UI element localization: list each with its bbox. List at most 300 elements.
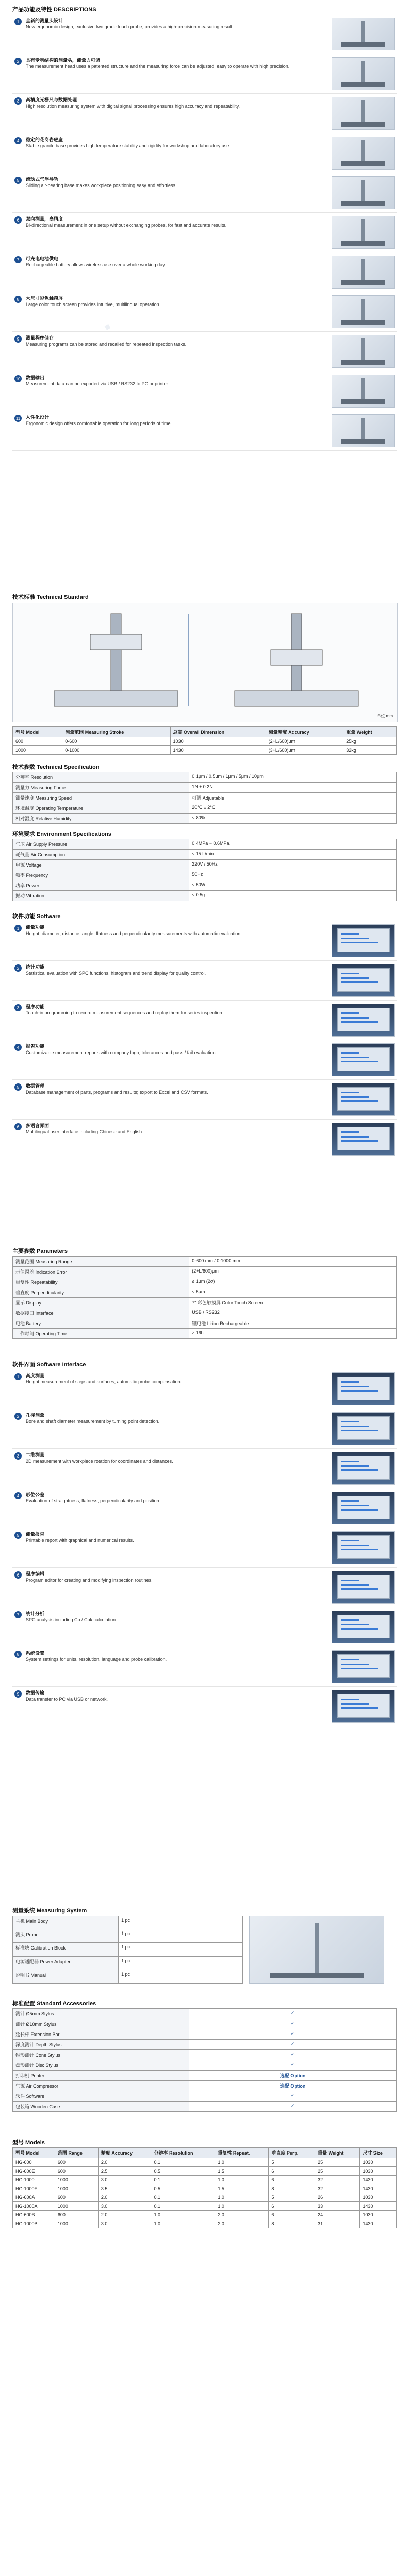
system-table — [12, 1916, 243, 1984]
item-title: 孔径测量 — [26, 1413, 45, 1418]
item-number: 6 — [14, 1571, 22, 1579]
screen-line — [341, 1628, 378, 1630]
row-label: 测量力 Measuring Force — [13, 783, 189, 793]
photo-base — [341, 280, 385, 285]
screen-window — [337, 1654, 390, 1677]
list-item — [12, 1528, 397, 1568]
list-item — [12, 292, 397, 332]
models-table — [12, 2147, 397, 2228]
item-number: 1 — [14, 18, 22, 25]
param-table — [12, 1256, 397, 1339]
table-cell: 1000 — [13, 746, 62, 755]
screen-line — [341, 1052, 359, 1054]
item-title: 高精度光栅尺与数据处理 — [26, 97, 77, 103]
item-title: 人性化设计 — [26, 415, 50, 420]
table-cell: 1430 — [170, 746, 266, 755]
product-photo — [332, 335, 395, 368]
row-value: 选配 Option — [189, 2071, 397, 2081]
item-text — [26, 1531, 328, 1544]
list-item — [12, 173, 397, 213]
table-row — [13, 2102, 397, 2112]
table-row — [13, 2081, 397, 2091]
item-text — [26, 18, 328, 30]
table-row — [13, 1298, 397, 1308]
item-description: 2D measurement with workpiece rotation for coordinates and distances. — [26, 1459, 173, 1464]
table-cell: 5 — [269, 2158, 315, 2167]
item-description: Statistical evaluation with SPC functions, histogram and trend display for quality control. — [26, 971, 206, 976]
table-cell: 32kg — [343, 746, 397, 755]
row-label: 锥形测针 Cone Stylus — [13, 2050, 189, 2060]
row-label: 振动 Vibration — [13, 891, 189, 901]
screenshot-image — [332, 1123, 395, 1156]
photo-base — [341, 439, 385, 444]
screen-window — [337, 1615, 390, 1638]
column-header: 总高 Overall Dimension — [170, 727, 266, 737]
row-value: USB / RS232 — [189, 1308, 397, 1318]
row-value: 0.1μm / 0.5μm / 1μm / 5μm / 10μm — [189, 772, 397, 783]
item-title: 统计分析 — [26, 1611, 45, 1616]
list-item — [12, 1409, 397, 1449]
item-number: 1 — [14, 1373, 22, 1380]
table-row — [13, 1943, 243, 1956]
item-title: 稳定的花岗岩底座 — [26, 137, 63, 142]
table-cell: 25 — [315, 2167, 360, 2176]
screen-line — [341, 1500, 359, 1502]
item-text — [26, 414, 328, 427]
feature-list — [12, 14, 397, 451]
item-title: 多语言界面 — [26, 1123, 50, 1128]
table-cell: 2.0 — [215, 2219, 269, 2228]
table-row — [13, 2019, 397, 2029]
list-item — [12, 1080, 397, 1120]
row-value: ✓ — [189, 2029, 397, 2040]
screenshot-image — [332, 1571, 395, 1604]
item-text — [26, 256, 328, 268]
item-text — [26, 1571, 328, 1583]
item-description: Data transfer to PC via USB or network. — [26, 1697, 108, 1702]
item-title: 二维测量 — [26, 1452, 45, 1458]
column-header: 重复性 Repeat. — [215, 2148, 269, 2158]
screen-line — [341, 1545, 369, 1546]
table-row — [13, 803, 397, 814]
row-label: 相对湿度 Relative Humidity — [13, 814, 189, 824]
screen-line — [341, 1584, 369, 1586]
item-text — [26, 1611, 328, 1623]
row-value: ✓ — [189, 2019, 397, 2029]
item-description: Multilingual user interface including Chinese and English. — [26, 1129, 143, 1134]
intro-heading: 产品功能及特性 DESCRIPTIONS — [12, 7, 96, 13]
list-item — [12, 1647, 397, 1687]
item-text — [26, 964, 328, 976]
item-title: 报告功能 — [26, 1044, 45, 1049]
table-row — [13, 2009, 397, 2019]
item-text — [26, 295, 328, 308]
row-value: 1 pc — [119, 1929, 243, 1943]
row-label: 重复性 Repeatability — [13, 1277, 189, 1287]
screenshot-image — [332, 1531, 395, 1564]
screenshot-image — [332, 1650, 395, 1683]
spec-table — [12, 772, 397, 824]
table-row — [13, 772, 397, 783]
table-cell: 6 — [269, 2202, 315, 2211]
screen-line — [341, 973, 359, 974]
list-item — [12, 1120, 397, 1159]
row-label: 测量速度 Measuring Speed — [13, 793, 189, 803]
table-row — [13, 1329, 397, 1339]
photo-base — [341, 42, 385, 47]
table-cell: 6 — [269, 2167, 315, 2176]
table-row — [13, 1916, 243, 1929]
row-label: 显示 Display — [13, 1298, 189, 1308]
table-row — [13, 2184, 397, 2193]
row-label: 分辨率 Resolution — [13, 772, 189, 783]
table-row — [13, 783, 397, 793]
table-cell: 25 — [315, 2158, 360, 2167]
list-item — [12, 371, 397, 411]
table-row — [13, 1308, 397, 1318]
item-number: 4 — [14, 1044, 22, 1051]
screen-line — [341, 1588, 378, 1590]
table-row — [13, 2040, 397, 2050]
table-row — [13, 814, 397, 824]
item-description: System settings for units, resolution, language and probe calibration. — [26, 1657, 167, 1662]
photo-base — [341, 122, 385, 127]
list-item — [12, 1607, 397, 1647]
item-description: Program editor for creating and modifying inspection routines. — [26, 1578, 153, 1583]
table-row — [13, 839, 397, 850]
row-label: 软件 Software — [13, 2091, 189, 2102]
item-text — [26, 1043, 328, 1056]
row-label: 测量范围 Measuring Range — [13, 1257, 189, 1267]
item-number: 7 — [14, 256, 22, 263]
table-row — [13, 891, 397, 901]
row-value: ✓ — [189, 2040, 397, 2050]
table-cell: 1.0 — [151, 2219, 215, 2228]
table-row — [13, 1287, 397, 1298]
software-heading: 软件界面 Software Interface — [12, 1362, 86, 1368]
table-cell: 2.0 — [98, 2158, 151, 2167]
table-cell: HG-1000E — [13, 2184, 55, 2193]
row-value: 0-600 mm / 0-1000 mm — [189, 1257, 397, 1267]
screen-line — [341, 1469, 378, 1471]
row-label: 电源 Voltage — [13, 860, 189, 870]
table-row — [13, 2050, 397, 2060]
table-cell: 1000 — [55, 2176, 98, 2184]
row-label: 打印机 Printer — [13, 2071, 189, 2081]
row-value: 1 pc — [119, 1956, 243, 1970]
screen-line — [341, 1386, 369, 1387]
row-label: 功率 Power — [13, 880, 189, 891]
row-value: ✓ — [189, 2091, 397, 2102]
row-value: 锂电池 Li-ion Rechargeable — [189, 1318, 397, 1329]
screen-window — [337, 1456, 390, 1479]
screenshot-image — [332, 964, 395, 997]
table-cell: 1430 — [360, 2176, 397, 2184]
screen-line — [341, 1092, 359, 1093]
system-heading: 测量系统 Measuring System — [12, 1908, 87, 1914]
item-description: Stable granite base provides high temperature stability and rigidity for workshop and laboratory use. — [26, 143, 231, 148]
table-row — [13, 2176, 397, 2184]
table-cell: 1.0 — [215, 2202, 269, 2211]
row-label: 数据接口 Interface — [13, 1308, 189, 1318]
item-title: 数据管理 — [26, 1083, 45, 1089]
table-row — [13, 870, 397, 880]
table-cell: 0.5 — [151, 2184, 215, 2193]
item-text — [26, 1083, 328, 1095]
table-cell: 600 — [55, 2158, 98, 2167]
item-text — [26, 216, 328, 228]
column-header: 型号 Model — [13, 727, 62, 737]
models-heading: 型号 Models — [12, 2140, 45, 2146]
row-value: 1 pc — [119, 1916, 243, 1929]
table-cell: 1.0 — [215, 2158, 269, 2167]
table-row — [13, 2029, 397, 2040]
column-header: 测量精度 Accuracy — [266, 727, 343, 737]
row-value: 50Hz — [189, 870, 397, 880]
table-cell: 3.0 — [98, 2219, 151, 2228]
photo-base — [341, 201, 385, 206]
table-cell: 0-600 — [62, 737, 170, 746]
standard-table — [12, 726, 397, 755]
list-item — [12, 1040, 397, 1080]
row-label: 盘形测针 Disc Stylus — [13, 2060, 189, 2071]
table-row — [13, 880, 397, 891]
item-text — [26, 1412, 328, 1425]
screen-window — [337, 1575, 390, 1598]
table-cell: 600 — [13, 737, 62, 746]
table-cell: 600 — [55, 2193, 98, 2202]
item-number: 2 — [14, 964, 22, 972]
row-label: 环境温度 Operating Temperature — [13, 803, 189, 814]
screen-line — [341, 1540, 359, 1541]
table-cell: (2+L/600)μm — [266, 737, 343, 746]
env-table — [12, 839, 397, 901]
table-cell: 1000 — [55, 2202, 98, 2211]
list-item — [12, 1568, 397, 1607]
table-row — [13, 1267, 397, 1277]
screen-line — [341, 1426, 369, 1427]
spec-table-wrap — [12, 772, 397, 824]
item-text — [26, 1690, 328, 1702]
table-row — [13, 2071, 397, 2081]
screen-line — [341, 1461, 359, 1462]
table-cell: 2.0 — [215, 2211, 269, 2219]
row-value: 220V / 50Hz — [189, 860, 397, 870]
table-row — [13, 2158, 397, 2167]
table-cell: 1430 — [360, 2219, 397, 2228]
product-photo — [332, 295, 395, 328]
item-description: Bore and shaft diameter measurement by turning point detection. — [26, 1419, 160, 1424]
item-title: 大尺寸彩色触摸屏 — [26, 296, 63, 301]
table-row — [13, 850, 397, 860]
screen-window — [337, 1127, 390, 1150]
models-table-wrap — [12, 2147, 397, 2228]
table-cell: 5 — [269, 2193, 315, 2202]
table-cell: 1000 — [55, 2219, 98, 2228]
list-item — [12, 961, 397, 1001]
item-number: 3 — [14, 1452, 22, 1460]
row-value: ✓ — [189, 2060, 397, 2071]
table-row — [13, 746, 397, 755]
row-label: 标准块 Calibration Block — [13, 1943, 119, 1956]
item-title: 高度测量 — [26, 1373, 45, 1378]
row-value: ≤ 15 L/min — [189, 850, 397, 860]
row-value: 20°C ± 2°C — [189, 803, 397, 814]
product-photo — [332, 18, 395, 50]
table-cell: 25kg — [343, 737, 397, 746]
item-description: Sliding air-bearing base makes workpiece positioning easy and effortless. — [26, 183, 177, 188]
item-number: 6 — [14, 1123, 22, 1130]
item-text — [26, 335, 328, 347]
item-number: 8 — [14, 1651, 22, 1658]
row-label: 主机 Main Body — [13, 1916, 119, 1929]
item-description: Height measurement of steps and surfaces; automatic probe compensation. — [26, 1379, 182, 1384]
row-label: 电源适配器 Power Adapter — [13, 1956, 119, 1970]
list-item — [12, 1488, 397, 1528]
table-cell: 1000 — [55, 2184, 98, 2193]
env-heading: 环境要求 Environment Specifications — [12, 831, 111, 837]
table-cell: HG-600E — [13, 2167, 55, 2176]
item-number: 5 — [14, 177, 22, 184]
item-title: 测量功能 — [26, 925, 45, 930]
item-number: 8 — [14, 296, 22, 303]
item-title: 数据输出 — [26, 375, 45, 380]
screen-line — [341, 1465, 369, 1467]
table-cell: 2.0 — [98, 2193, 151, 2202]
screen-line — [341, 1421, 359, 1422]
operation-list — [12, 921, 397, 1159]
table-row — [13, 2202, 397, 2211]
photo-base — [341, 360, 385, 365]
table-cell: 0.1 — [151, 2202, 215, 2211]
table-row — [13, 1277, 397, 1287]
item-description: The measurement head uses a patented structure and the measuring force can be adjusted; easy to operate with high precision. — [26, 64, 290, 69]
table-cell: 1030 — [360, 2211, 397, 2219]
table-row — [13, 2193, 397, 2202]
row-value: ✓ — [189, 2050, 397, 2060]
screen-line — [341, 1017, 369, 1019]
item-text — [26, 57, 328, 70]
item-description: Teach-in programming to record measurement sequences and replay them for series inspection. — [26, 1010, 224, 1015]
screen-line — [341, 1664, 369, 1665]
table-row — [13, 737, 397, 746]
row-value: 1 pc — [119, 1943, 243, 1956]
screen-window — [337, 1047, 390, 1071]
product-photo — [332, 414, 395, 447]
item-text — [26, 924, 328, 937]
screenshot-image — [332, 1004, 395, 1037]
row-label: 测针 Ø10mm Stylus — [13, 2019, 189, 2029]
table-cell: 1430 — [360, 2184, 397, 2193]
screenshot-image — [332, 1412, 395, 1445]
table-row — [13, 2167, 397, 2176]
screen-window — [337, 1416, 390, 1439]
screen-window — [337, 968, 390, 991]
table-cell: HG-1000 — [13, 2176, 55, 2184]
item-description: Bi-directional measurement in one setup without exchanging probes, for fast and accurate results. — [26, 223, 227, 228]
photo-base — [341, 399, 385, 404]
item-number: 2 — [14, 1413, 22, 1420]
item-description: Height, diameter, distance, angle, flatness and perpendicularity measurements with automatic evaluation. — [26, 931, 242, 936]
screen-line — [341, 1140, 378, 1142]
system-photo — [249, 1916, 384, 1984]
table-row — [13, 1257, 397, 1267]
table-row — [13, 1929, 243, 1943]
table-cell: 32 — [315, 2184, 360, 2193]
item-text — [26, 1650, 328, 1663]
table-cell: 1.0 — [215, 2193, 269, 2202]
table-cell: 3.5 — [98, 2184, 151, 2193]
list-item — [12, 921, 397, 961]
item-number: 1 — [14, 925, 22, 932]
item-text — [26, 176, 328, 189]
row-label: 气压 Air Supply Pressure — [13, 839, 189, 850]
screen-line — [341, 942, 378, 943]
table-cell: 26 — [315, 2193, 360, 2202]
unit-caption: 单位 mm — [377, 714, 393, 718]
item-text — [26, 97, 328, 109]
product-photo — [332, 57, 395, 90]
table-cell: 8 — [269, 2184, 315, 2193]
item-number: 4 — [14, 137, 22, 144]
item-number: 2 — [14, 58, 22, 65]
list-item — [12, 1687, 397, 1726]
row-value: ≤ 1μm (2σ) — [189, 1277, 397, 1287]
row-label: 工作时间 Operating Time — [13, 1329, 189, 1339]
item-description: SPC analysis including Cp / Cpk calculation. — [26, 1617, 117, 1622]
product-photo — [332, 97, 395, 130]
item-number: 5 — [14, 1083, 22, 1091]
env-table-wrap — [12, 839, 397, 901]
table-cell: HG-600 — [13, 2158, 55, 2167]
item-title: 统计功能 — [26, 964, 45, 970]
column-header: 重量 Weight — [315, 2148, 360, 2158]
table-cell: 0.1 — [151, 2176, 215, 2184]
table-cell: 1.0 — [215, 2176, 269, 2184]
screen-line — [341, 1131, 359, 1133]
dimension-drawing — [13, 603, 397, 722]
product-photo — [332, 176, 395, 209]
item-text — [26, 1452, 328, 1464]
item-text — [26, 1372, 328, 1385]
table-cell: 1.0 — [151, 2211, 215, 2219]
table-cell: 31 — [315, 2219, 360, 2228]
list-item — [12, 1369, 397, 1409]
screen-line — [341, 1057, 369, 1058]
item-number: 7 — [14, 1611, 22, 1618]
table-row — [13, 793, 397, 803]
standard-heading: 技术标准 Technical Standard — [12, 594, 89, 600]
list-item — [12, 411, 397, 451]
screen-line — [341, 1100, 378, 1102]
screen-line — [341, 1390, 378, 1392]
item-title: 双向测量，高精度 — [26, 216, 63, 222]
table-cell: 1030 — [360, 2158, 397, 2167]
item-description: Evaluation of straightness, flatness, perpendicularity and position. — [26, 1498, 161, 1503]
item-description: Ergonomic design offers comfortable operation for long periods of time. — [26, 421, 172, 426]
screen-line — [341, 1624, 369, 1625]
row-value: ≥ 16h — [189, 1329, 397, 1339]
item-title: 滑动式气浮导轨 — [26, 177, 59, 182]
screen-line — [341, 1012, 359, 1014]
item-description: Measuring programs can be stored and recalled for repeated inspection tasks. — [26, 342, 187, 347]
system-table-wrap — [12, 1916, 397, 1984]
row-label: 耗气量 Air Consumption — [13, 850, 189, 860]
list-item — [12, 213, 397, 252]
dimension-diagram — [12, 603, 398, 722]
table-row — [13, 860, 397, 870]
row-value: 7" 彩色触摸屏 Color Touch Screen — [189, 1298, 397, 1308]
